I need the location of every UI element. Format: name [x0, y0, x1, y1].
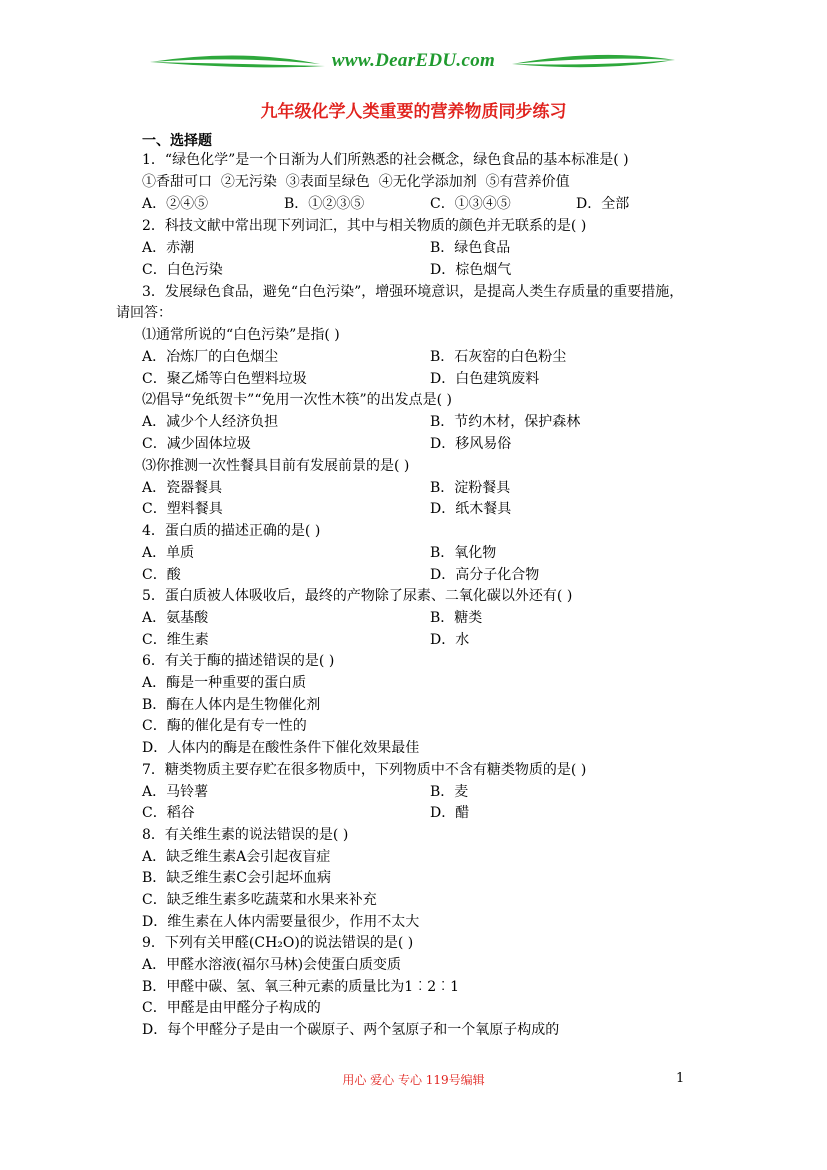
question-text-line: C．白色污染 [142, 262, 223, 278]
question-text-line: C．聚乙烯等白色塑料垃圾 [142, 371, 307, 387]
question-text-line: B．石灰窑的白色粉尘 [430, 349, 567, 365]
question-text-line: A．②④⑤ [142, 196, 209, 212]
question-text-line: C．减少固体垃圾 [142, 436, 251, 452]
question-text-line: A．缺乏维生素A会引起夜盲症 [142, 849, 331, 865]
question-text-line: 5．蛋白质被人体吸收后，最终的产物除了尿素、二氧化碳以外还有( ) [142, 588, 573, 604]
question-text-line: ⑵倡导“免纸贺卡”“免用一次性木筷”的出发点是( ) [142, 392, 453, 408]
question-text-line: D．高分子化合物 [430, 567, 540, 583]
question-text-line: D．移风易俗 [430, 436, 512, 452]
question-text-line: A．酶是一种重要的蛋白质 [142, 675, 307, 691]
question-text-line: 4．蛋白质的描述正确的是( ) [142, 523, 321, 539]
question-text-line: B．缺乏维生素C会引起坏血病 [142, 870, 331, 886]
question-text-line: B．①②③⑤ [284, 196, 365, 212]
question-text-line: B．甲醛中碳、氢、氧三种元素的质量比为1︰2︰1 [142, 979, 460, 995]
site-url-logo: www.DearEDU.com [331, 50, 496, 71]
site-header-banner [0, 40, 827, 90]
question-text-line: B．麦 [430, 784, 469, 800]
question-text-line: D．纸木餐具 [430, 501, 512, 517]
question-text-line: D．全部 [576, 196, 630, 212]
question-text-line: C．维生素 [142, 632, 209, 648]
question-text-line: D．人体内的酶是在酸性条件下催化效果最佳 [142, 740, 420, 756]
question-text-line: C．甲醛是由甲醛分子构成的 [142, 1000, 321, 1016]
question-text-line: B．绿色食品 [430, 240, 511, 256]
question-text-line: B．节约木材，保护森林 [430, 414, 581, 430]
question-text-line: ⑶你推测一次性餐具目前有发展前景的是( ) [142, 458, 410, 474]
question-text-line: A．赤潮 [142, 240, 195, 256]
question-text-line: A．瓷器餐具 [142, 480, 223, 496]
question-text-line: B．酶在人体内是生物催化剂 [142, 697, 321, 713]
question-text-line: ①香甜可口 ②无污染 ③表面呈绿色 ④无化学添加剂 ⑤有营养价值 [142, 174, 570, 190]
question-text-line: 7．糖类物质主要存贮在很多物质中，下列物质中不含有糖类物质的是( ) [142, 762, 587, 778]
question-text-line: B．淀粉餐具 [430, 480, 511, 496]
question-text-line: D．白色建筑废料 [430, 371, 540, 387]
footer-text: 用心 爱心 专心 119号编辑 [342, 1073, 485, 1087]
question-text-line: A．甲醛水溶液(福尔马林)会使蛋白质变质 [142, 957, 402, 973]
question-text-line: D．醋 [430, 805, 470, 821]
question-text-line: D．棕色烟气 [430, 262, 512, 278]
question-text-line: 2．科技文献中常出现下列词汇，其中与相关物质的颜色并无联系的是( ) [142, 218, 587, 234]
question-text-line: D．维生素在人体内需要量很少，作用不太大 [142, 914, 420, 930]
question-text-line: A．冶炼厂的白色烟尘 [142, 349, 279, 365]
question-text-line: A．单质 [142, 545, 195, 561]
question-text-line: 8．有关维生素的说法错误的是( ) [142, 827, 349, 843]
question-text-line: 6．有关于酶的描述错误的是( ) [142, 653, 335, 669]
question-text-line: C．酸 [142, 567, 181, 583]
question-text-line: ⑴通常所说的“白色污染”是指( ) [142, 327, 340, 343]
question-text-line: A．马铃薯 [142, 784, 209, 800]
question-text-line: 9．下列有关甲醛(CH₂O)的说法错误的是( ) [142, 935, 414, 951]
question-text-line: C．塑料餐具 [142, 501, 223, 517]
question-text-line: C．缺乏维生素多吃蔬菜和水果来补充 [142, 892, 377, 908]
question-text-line: D．水 [430, 632, 470, 648]
question-text-line: 1．“绿色化学”是一个日渐为人们所熟悉的社会概念，绿色食品的基本标准是( ) [142, 152, 629, 168]
question-text-line: 3．发展绿色食品，避免“白色污染”，增强环境意识，是提高人类生存质量的重要措施， [142, 284, 684, 300]
section-heading: 一、选择题 [142, 133, 212, 149]
question-text-line: 请回答： [116, 305, 172, 321]
question-text-line: B．氧化物 [430, 545, 497, 561]
page-number: 1 [676, 1071, 685, 1086]
question-text-line: B．糖类 [430, 610, 483, 626]
question-text-line: A．减少个人经济负担 [142, 414, 279, 430]
question-text-line: C．①③④⑤ [430, 196, 511, 212]
question-text-line: A．氨基酸 [142, 610, 209, 626]
question-text-line: C．稻谷 [142, 805, 195, 821]
question-text-line: C．酶的催化是有专一性的 [142, 718, 307, 734]
page-title: 九年级化学人类重要的营养物质同步练习 [260, 102, 567, 122]
question-text-line: D．每个甲醛分子是由一个碳原子、两个氢原子和一个氧原子构成的 [142, 1022, 560, 1038]
